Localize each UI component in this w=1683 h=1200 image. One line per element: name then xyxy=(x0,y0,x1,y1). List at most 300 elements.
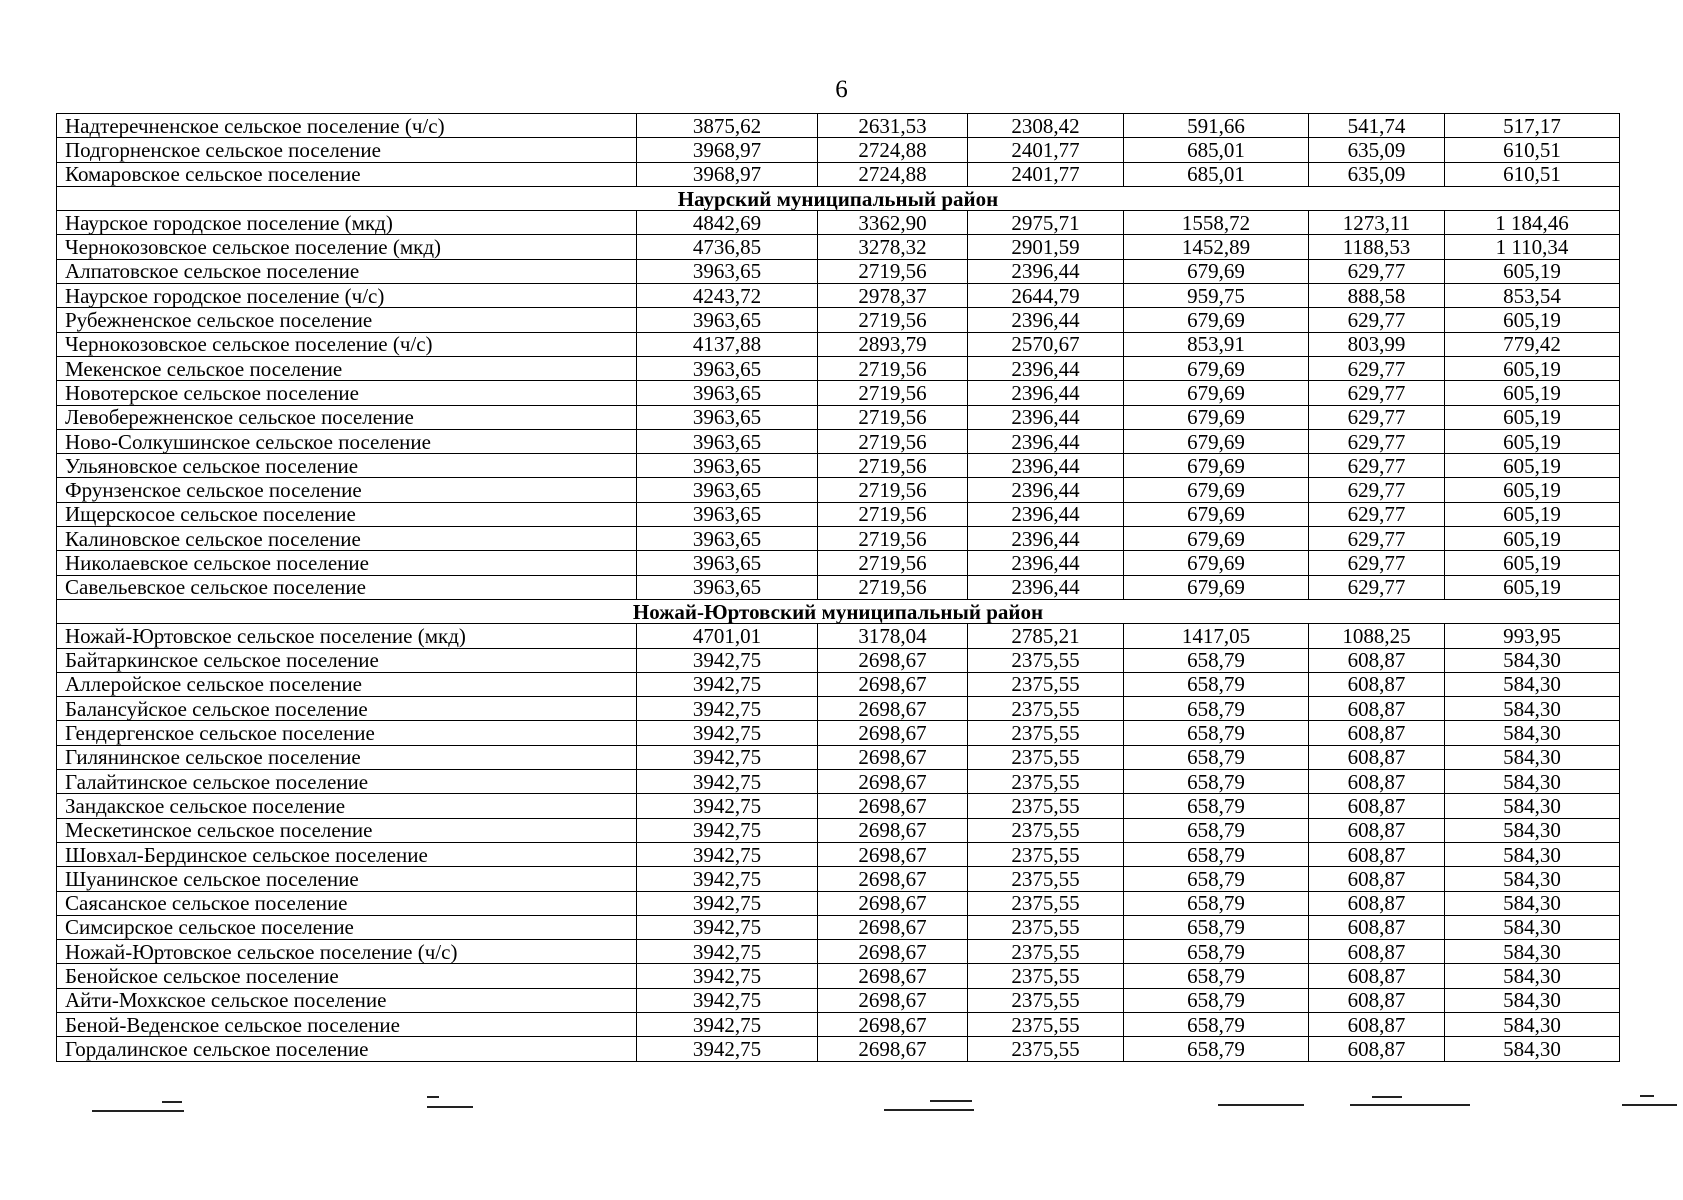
value-cell: 584,30 xyxy=(1445,940,1620,964)
value-cell: 2719,56 xyxy=(818,308,968,332)
value-cell: 3362,90 xyxy=(818,211,968,235)
value-cell: 658,79 xyxy=(1124,964,1309,988)
value-cell: 584,30 xyxy=(1445,964,1620,988)
value-cell: 629,77 xyxy=(1309,381,1445,405)
value-cell: 679,69 xyxy=(1124,502,1309,526)
scan-mark xyxy=(1218,1104,1304,1106)
value-cell: 658,79 xyxy=(1124,1012,1309,1036)
value-cell: 658,79 xyxy=(1124,988,1309,1012)
value-cell: 3942,75 xyxy=(637,988,818,1012)
value-cell: 1452,89 xyxy=(1124,235,1309,259)
value-cell: 2698,67 xyxy=(818,745,968,769)
value-cell: 517,17 xyxy=(1445,114,1620,138)
value-cell: 2975,71 xyxy=(968,211,1124,235)
value-cell: 679,69 xyxy=(1124,478,1309,502)
settlement-name-cell: Ножай-Юртовское сельское поселение (мкд) xyxy=(57,624,637,648)
value-cell: 2631,53 xyxy=(818,114,968,138)
value-cell: 2785,21 xyxy=(968,624,1124,648)
value-cell: 658,79 xyxy=(1124,1037,1309,1061)
value-cell: 2724,88 xyxy=(818,162,968,186)
value-cell: 2893,79 xyxy=(818,332,968,356)
value-cell: 658,79 xyxy=(1124,940,1309,964)
settlement-name-cell: Наурское городское поселение (мкд) xyxy=(57,211,637,235)
value-cell: 658,79 xyxy=(1124,794,1309,818)
value-cell: 605,19 xyxy=(1445,527,1620,551)
value-cell: 1 110,34 xyxy=(1445,235,1620,259)
value-cell: 3942,75 xyxy=(637,672,818,696)
value-cell: 3942,75 xyxy=(637,891,818,915)
value-cell: 4243,72 xyxy=(637,284,818,308)
value-cell: 2901,59 xyxy=(968,235,1124,259)
table-row xyxy=(57,721,1620,745)
settlement-name-cell: Байтаркинское сельское поселение xyxy=(57,648,637,672)
value-cell: 2698,67 xyxy=(818,940,968,964)
value-cell: 2375,55 xyxy=(968,1037,1124,1061)
settlement-name-cell: Симсирское сельское поселение xyxy=(57,915,637,939)
value-cell: 2375,55 xyxy=(968,867,1124,891)
section-title: Ножай-Юртовский муниципальный район xyxy=(57,599,1620,623)
value-cell: 2698,67 xyxy=(818,672,968,696)
value-cell: 3968,97 xyxy=(637,138,818,162)
settlement-name-cell: Ножай-Юртовское сельское поселение (ч/с) xyxy=(57,940,637,964)
table-row xyxy=(57,478,1620,502)
page-number: 6 xyxy=(835,76,848,103)
value-cell: 605,19 xyxy=(1445,405,1620,429)
value-cell: 2719,56 xyxy=(818,502,968,526)
value-cell: 608,87 xyxy=(1309,867,1445,891)
value-cell: 605,19 xyxy=(1445,429,1620,453)
settlement-name-cell: Новотерское сельское поселение xyxy=(57,381,637,405)
value-cell: 541,74 xyxy=(1309,114,1445,138)
value-cell: 658,79 xyxy=(1124,770,1309,794)
value-cell: 658,79 xyxy=(1124,818,1309,842)
value-cell: 605,19 xyxy=(1445,454,1620,478)
settlement-name-cell: Рубежненское сельское поселение xyxy=(57,308,637,332)
value-cell: 3942,75 xyxy=(637,867,818,891)
settlement-name-cell: Савельевское сельское поселение xyxy=(57,575,637,599)
value-cell: 3963,65 xyxy=(637,527,818,551)
value-cell: 2719,56 xyxy=(818,527,968,551)
value-cell: 2375,55 xyxy=(968,940,1124,964)
table-row xyxy=(57,527,1620,551)
value-cell: 685,01 xyxy=(1124,138,1309,162)
value-cell: 2401,77 xyxy=(968,138,1124,162)
value-cell: 3942,75 xyxy=(637,794,818,818)
value-cell: 1 184,46 xyxy=(1445,211,1620,235)
value-cell: 3963,65 xyxy=(637,551,818,575)
value-cell: 591,66 xyxy=(1124,114,1309,138)
value-cell: 2375,55 xyxy=(968,770,1124,794)
scan-mark xyxy=(1372,1096,1402,1098)
value-cell: 2375,55 xyxy=(968,648,1124,672)
settlement-name-cell: Наурское городское поселение (ч/с) xyxy=(57,284,637,308)
table-row xyxy=(57,648,1620,672)
value-cell: 959,75 xyxy=(1124,284,1309,308)
value-cell: 3942,75 xyxy=(637,1037,818,1061)
value-cell: 2375,55 xyxy=(968,1012,1124,1036)
value-cell: 629,77 xyxy=(1309,405,1445,429)
table-row xyxy=(57,356,1620,380)
value-cell: 3963,65 xyxy=(637,259,818,283)
value-cell: 1417,05 xyxy=(1124,624,1309,648)
table-row xyxy=(57,940,1620,964)
settlement-name-cell: Зандакское сельское поселение xyxy=(57,794,637,818)
value-cell: 1188,53 xyxy=(1309,235,1445,259)
value-cell: 888,58 xyxy=(1309,284,1445,308)
value-cell: 605,19 xyxy=(1445,502,1620,526)
value-cell: 679,69 xyxy=(1124,356,1309,380)
value-cell: 608,87 xyxy=(1309,940,1445,964)
value-cell: 608,87 xyxy=(1309,721,1445,745)
settlement-name-cell: Мекенское сельское поселение xyxy=(57,356,637,380)
table-row xyxy=(57,818,1620,842)
table-row xyxy=(57,575,1620,599)
value-cell: 2396,44 xyxy=(968,405,1124,429)
value-cell: 2719,56 xyxy=(818,356,968,380)
settlement-name-cell: Надтеречненское сельское поселение (ч/с) xyxy=(57,114,637,138)
table-row xyxy=(57,624,1620,648)
value-cell: 584,30 xyxy=(1445,697,1620,721)
value-cell: 584,30 xyxy=(1445,770,1620,794)
value-cell: 3942,75 xyxy=(637,770,818,794)
value-cell: 584,30 xyxy=(1445,867,1620,891)
value-cell: 2396,44 xyxy=(968,502,1124,526)
value-cell: 679,69 xyxy=(1124,429,1309,453)
value-cell: 2719,56 xyxy=(818,405,968,429)
value-cell: 608,87 xyxy=(1309,891,1445,915)
value-cell: 2401,77 xyxy=(968,162,1124,186)
settlement-name-cell: Ульяновское сельское поселение xyxy=(57,454,637,478)
scan-mark xyxy=(162,1101,182,1103)
settlement-name-cell: Николаевское сельское поселение xyxy=(57,551,637,575)
value-cell: 605,19 xyxy=(1445,308,1620,332)
table-body xyxy=(57,114,1620,1062)
value-cell: 584,30 xyxy=(1445,1012,1620,1036)
value-cell: 629,77 xyxy=(1309,356,1445,380)
value-cell: 658,79 xyxy=(1124,697,1309,721)
value-cell: 2719,56 xyxy=(818,381,968,405)
table-row xyxy=(57,235,1620,259)
value-cell: 2375,55 xyxy=(968,842,1124,866)
settlement-name-cell: Подгорненское сельское поселение xyxy=(57,138,637,162)
value-cell: 608,87 xyxy=(1309,770,1445,794)
settlement-name-cell: Ищерскосое сельское поселение xyxy=(57,502,637,526)
settlement-name-cell: Гендергенское сельское поселение xyxy=(57,721,637,745)
table-row xyxy=(57,454,1620,478)
value-cell: 3942,75 xyxy=(637,697,818,721)
table-row xyxy=(57,162,1620,186)
table-row xyxy=(57,381,1620,405)
settlement-name-cell: Калиновское сельское поселение xyxy=(57,527,637,551)
table-row xyxy=(57,332,1620,356)
value-cell: 584,30 xyxy=(1445,794,1620,818)
value-cell: 608,87 xyxy=(1309,818,1445,842)
value-cell: 2698,67 xyxy=(818,988,968,1012)
value-cell: 584,30 xyxy=(1445,648,1620,672)
value-cell: 605,19 xyxy=(1445,551,1620,575)
value-cell: 658,79 xyxy=(1124,672,1309,696)
value-cell: 608,87 xyxy=(1309,988,1445,1012)
settlement-name-cell: Галайтинское сельское поселение xyxy=(57,770,637,794)
value-cell: 679,69 xyxy=(1124,308,1309,332)
value-cell: 679,69 xyxy=(1124,381,1309,405)
value-cell: 2375,55 xyxy=(968,721,1124,745)
value-cell: 2719,56 xyxy=(818,454,968,478)
value-cell: 2375,55 xyxy=(968,697,1124,721)
table-row xyxy=(57,964,1620,988)
value-cell: 679,69 xyxy=(1124,551,1309,575)
value-cell: 2396,44 xyxy=(968,454,1124,478)
value-cell: 3942,75 xyxy=(637,842,818,866)
value-cell: 3942,75 xyxy=(637,915,818,939)
value-cell: 584,30 xyxy=(1445,891,1620,915)
table-row xyxy=(57,405,1620,429)
settlement-name-cell: Комаровское сельское поселение xyxy=(57,162,637,186)
table-row xyxy=(57,502,1620,526)
value-cell: 2570,67 xyxy=(968,332,1124,356)
scan-mark xyxy=(930,1100,972,1102)
value-cell: 679,69 xyxy=(1124,405,1309,429)
value-cell: 605,19 xyxy=(1445,478,1620,502)
value-cell: 584,30 xyxy=(1445,1037,1620,1061)
value-cell: 629,77 xyxy=(1309,575,1445,599)
value-cell: 608,87 xyxy=(1309,648,1445,672)
value-cell: 2644,79 xyxy=(968,284,1124,308)
value-cell: 658,79 xyxy=(1124,891,1309,915)
value-cell: 4736,85 xyxy=(637,235,818,259)
value-cell: 605,19 xyxy=(1445,356,1620,380)
value-cell: 610,51 xyxy=(1445,162,1620,186)
settlement-name-cell: Саясанское сельское поселение xyxy=(57,891,637,915)
value-cell: 2978,37 xyxy=(818,284,968,308)
scan-mark xyxy=(427,1106,473,1108)
value-cell: 584,30 xyxy=(1445,988,1620,1012)
table-row xyxy=(57,794,1620,818)
value-cell: 608,87 xyxy=(1309,964,1445,988)
scan-mark xyxy=(92,1110,184,1112)
table-row xyxy=(57,988,1620,1012)
section-header-row xyxy=(57,186,1620,210)
value-cell: 3942,75 xyxy=(637,940,818,964)
value-cell: 2698,67 xyxy=(818,770,968,794)
value-cell: 2375,55 xyxy=(968,964,1124,988)
settlement-name-cell: Чернокозовское сельское поселение (мкд) xyxy=(57,235,637,259)
value-cell: 2396,44 xyxy=(968,429,1124,453)
value-cell: 2396,44 xyxy=(968,478,1124,502)
value-cell: 3963,65 xyxy=(637,356,818,380)
value-cell: 658,79 xyxy=(1124,721,1309,745)
value-cell: 2698,67 xyxy=(818,915,968,939)
value-cell: 629,77 xyxy=(1309,527,1445,551)
value-cell: 3963,65 xyxy=(637,429,818,453)
value-cell: 2375,55 xyxy=(968,672,1124,696)
value-cell: 1273,11 xyxy=(1309,211,1445,235)
table-row xyxy=(57,308,1620,332)
value-cell: 2719,56 xyxy=(818,575,968,599)
table-row xyxy=(57,770,1620,794)
value-cell: 2396,44 xyxy=(968,527,1124,551)
value-cell: 2308,42 xyxy=(968,114,1124,138)
value-cell: 2719,56 xyxy=(818,551,968,575)
settlement-name-cell: Аллеройское сельское поселение xyxy=(57,672,637,696)
value-cell: 2698,67 xyxy=(818,794,968,818)
value-cell: 3968,97 xyxy=(637,162,818,186)
value-cell: 679,69 xyxy=(1124,454,1309,478)
settlement-name-cell: Мескетинское сельское поселение xyxy=(57,818,637,842)
value-cell: 993,95 xyxy=(1445,624,1620,648)
value-cell: 2396,44 xyxy=(968,381,1124,405)
value-cell: 629,77 xyxy=(1309,259,1445,283)
value-cell: 2719,56 xyxy=(818,259,968,283)
settlement-name-cell: Ново-Солкушинское сельское поселение xyxy=(57,429,637,453)
value-cell: 2396,44 xyxy=(968,259,1124,283)
section-title: Наурский муниципальный район xyxy=(57,186,1620,210)
table-row xyxy=(57,284,1620,308)
value-cell: 608,87 xyxy=(1309,915,1445,939)
value-cell: 629,77 xyxy=(1309,308,1445,332)
value-cell: 4137,88 xyxy=(637,332,818,356)
value-cell: 1088,25 xyxy=(1309,624,1445,648)
value-cell: 2698,67 xyxy=(818,867,968,891)
value-cell: 658,79 xyxy=(1124,648,1309,672)
section-header-row xyxy=(57,599,1620,623)
value-cell: 584,30 xyxy=(1445,915,1620,939)
value-cell: 3963,65 xyxy=(637,308,818,332)
value-cell: 608,87 xyxy=(1309,842,1445,866)
settlement-name-cell: Беной-Веденское сельское поселение xyxy=(57,1012,637,1036)
value-cell: 2396,44 xyxy=(968,575,1124,599)
table-row xyxy=(57,1037,1620,1061)
value-cell: 2375,55 xyxy=(968,794,1124,818)
settlement-name-cell: Айти-Мохкское сельское поселение xyxy=(57,988,637,1012)
value-cell: 3963,65 xyxy=(637,381,818,405)
value-cell: 3963,65 xyxy=(637,478,818,502)
value-cell: 629,77 xyxy=(1309,478,1445,502)
value-cell: 605,19 xyxy=(1445,575,1620,599)
value-cell: 3278,32 xyxy=(818,235,968,259)
settlement-name-cell: Алпатовское сельское поселение xyxy=(57,259,637,283)
table-row xyxy=(57,672,1620,696)
table-row xyxy=(57,915,1620,939)
value-cell: 2375,55 xyxy=(968,891,1124,915)
table-row xyxy=(57,114,1620,138)
value-cell: 2396,44 xyxy=(968,356,1124,380)
table-row xyxy=(57,259,1620,283)
settlement-name-cell: Балансуйское сельское поселение xyxy=(57,697,637,721)
value-cell: 853,54 xyxy=(1445,284,1620,308)
value-cell: 2698,67 xyxy=(818,721,968,745)
value-cell: 2698,67 xyxy=(818,1037,968,1061)
settlement-name-cell: Гордалинское сельское поселение xyxy=(57,1037,637,1061)
scan-mark xyxy=(1622,1104,1677,1106)
settlement-name-cell: Фрунзенское сельское поселение xyxy=(57,478,637,502)
value-cell: 584,30 xyxy=(1445,721,1620,745)
value-cell: 584,30 xyxy=(1445,745,1620,769)
value-cell: 584,30 xyxy=(1445,672,1620,696)
value-cell: 629,77 xyxy=(1309,429,1445,453)
value-cell: 685,01 xyxy=(1124,162,1309,186)
value-cell: 629,77 xyxy=(1309,454,1445,478)
value-cell: 608,87 xyxy=(1309,697,1445,721)
value-cell: 3875,62 xyxy=(637,114,818,138)
value-cell: 629,77 xyxy=(1309,502,1445,526)
settlement-name-cell: Шуанинское сельское поселение xyxy=(57,867,637,891)
value-cell: 2698,67 xyxy=(818,964,968,988)
value-cell: 779,42 xyxy=(1445,332,1620,356)
value-cell: 629,77 xyxy=(1309,551,1445,575)
value-cell: 608,87 xyxy=(1309,672,1445,696)
settlement-name-cell: Левобережненское сельское поселение xyxy=(57,405,637,429)
value-cell: 658,79 xyxy=(1124,745,1309,769)
table-row xyxy=(57,745,1620,769)
scan-mark xyxy=(427,1096,439,1098)
table-row xyxy=(57,1012,1620,1036)
value-cell: 2375,55 xyxy=(968,818,1124,842)
value-cell: 608,87 xyxy=(1309,1012,1445,1036)
value-cell: 679,69 xyxy=(1124,575,1309,599)
value-cell: 2698,67 xyxy=(818,891,968,915)
value-cell: 3942,75 xyxy=(637,721,818,745)
table-row xyxy=(57,211,1620,235)
value-cell: 679,69 xyxy=(1124,259,1309,283)
value-cell: 3942,75 xyxy=(637,648,818,672)
value-cell: 2698,67 xyxy=(818,648,968,672)
value-cell: 2724,88 xyxy=(818,138,968,162)
value-cell: 3942,75 xyxy=(637,818,818,842)
table-row xyxy=(57,697,1620,721)
table-row xyxy=(57,842,1620,866)
value-cell: 2375,55 xyxy=(968,745,1124,769)
settlement-name-cell: Шовхал-Бердинское сельское поселение xyxy=(57,842,637,866)
tariff-table xyxy=(56,113,1620,1062)
value-cell: 3963,65 xyxy=(637,405,818,429)
value-cell: 3963,65 xyxy=(637,502,818,526)
value-cell: 2375,55 xyxy=(968,915,1124,939)
value-cell: 2396,44 xyxy=(968,551,1124,575)
settlement-name-cell: Чернокозовское сельское поселение (ч/с) xyxy=(57,332,637,356)
value-cell: 608,87 xyxy=(1309,1037,1445,1061)
scan-mark xyxy=(1640,1095,1654,1097)
value-cell: 2375,55 xyxy=(968,988,1124,1012)
value-cell: 2719,56 xyxy=(818,478,968,502)
value-cell: 803,99 xyxy=(1309,332,1445,356)
value-cell: 3963,65 xyxy=(637,575,818,599)
value-cell: 853,91 xyxy=(1124,332,1309,356)
value-cell: 584,30 xyxy=(1445,818,1620,842)
table-row xyxy=(57,138,1620,162)
table-row xyxy=(57,867,1620,891)
value-cell: 2698,67 xyxy=(818,818,968,842)
value-cell: 608,87 xyxy=(1309,794,1445,818)
value-cell: 3942,75 xyxy=(637,745,818,769)
settlement-name-cell: Гилянинское сельское поселение xyxy=(57,745,637,769)
scan-mark xyxy=(1350,1104,1470,1106)
table-row xyxy=(57,429,1620,453)
value-cell: 2698,67 xyxy=(818,842,968,866)
value-cell: 658,79 xyxy=(1124,842,1309,866)
value-cell: 610,51 xyxy=(1445,138,1620,162)
value-cell: 679,69 xyxy=(1124,527,1309,551)
value-cell: 4842,69 xyxy=(637,211,818,235)
value-cell: 2698,67 xyxy=(818,1012,968,1036)
value-cell: 3178,04 xyxy=(818,624,968,648)
value-cell: 2698,67 xyxy=(818,697,968,721)
value-cell: 605,19 xyxy=(1445,381,1620,405)
value-cell: 658,79 xyxy=(1124,915,1309,939)
value-cell: 605,19 xyxy=(1445,259,1620,283)
scan-mark xyxy=(884,1109,974,1111)
value-cell: 635,09 xyxy=(1309,162,1445,186)
